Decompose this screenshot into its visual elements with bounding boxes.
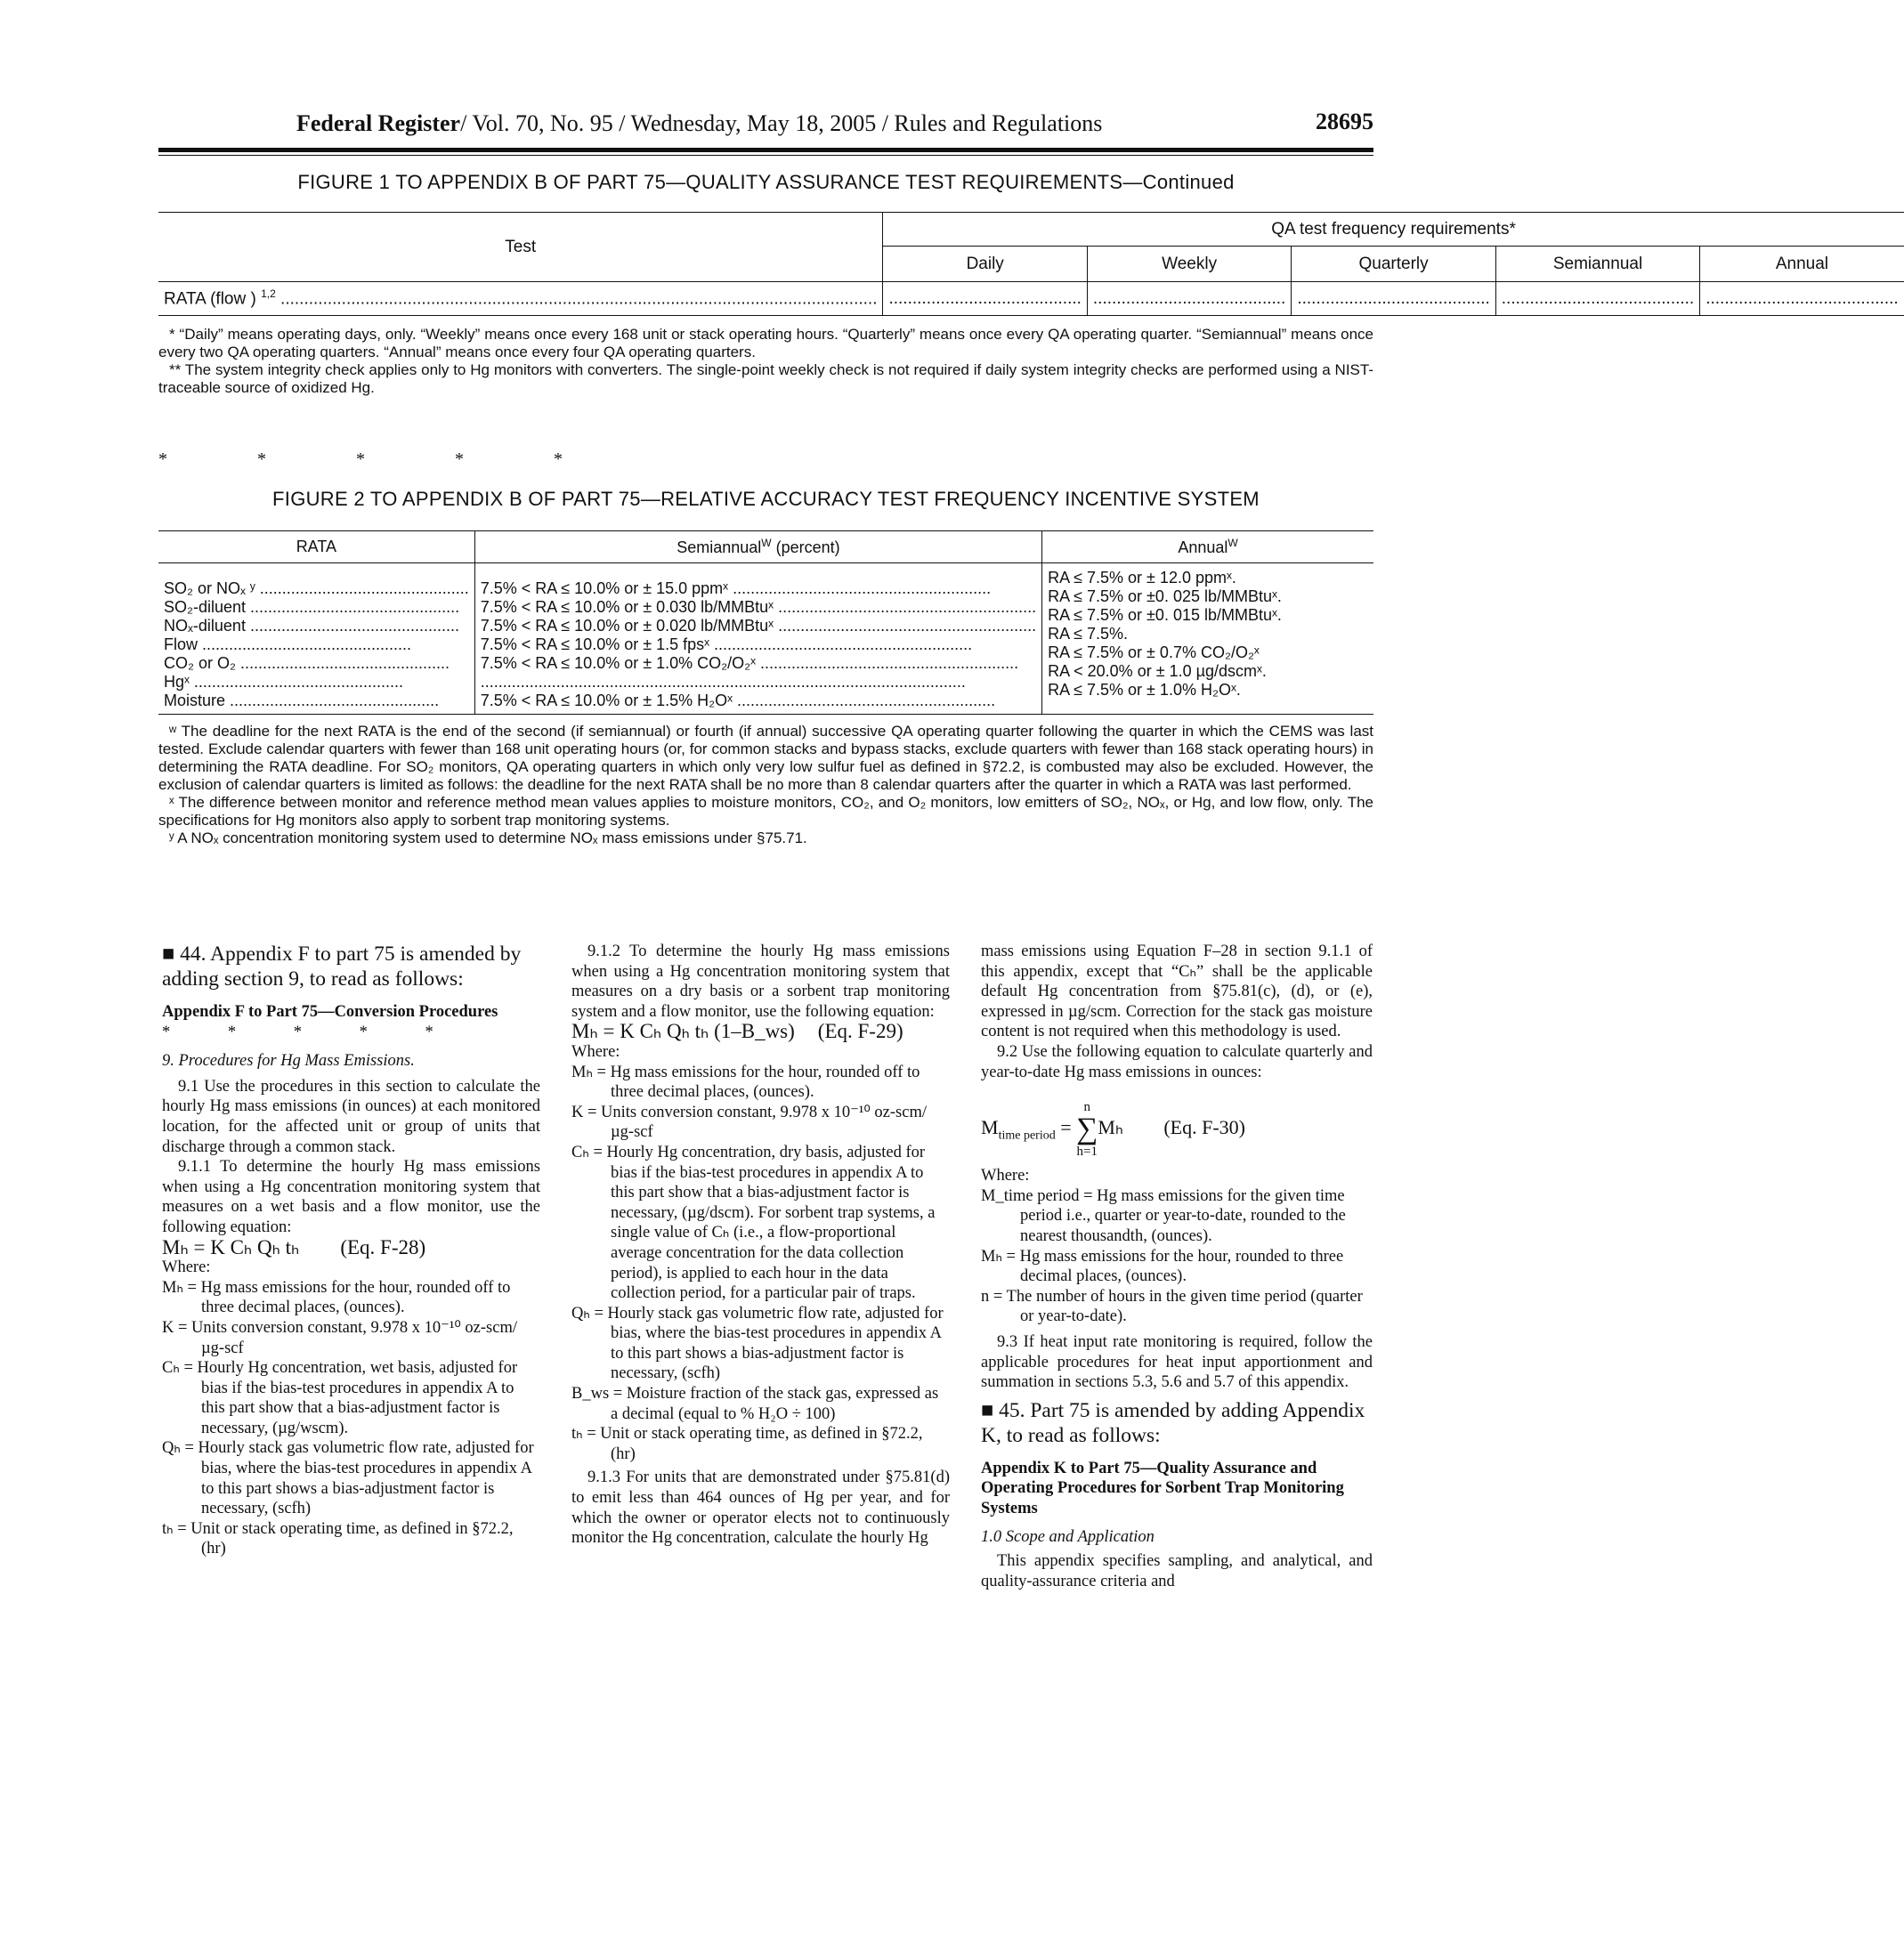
- appendix-heading: Appendix K to Part 75—Quality Assurance and Operating Procedures for Sorbent Trap Monitoring Systems: [981, 1459, 1344, 1517]
- definition: K = Units conversion constant, 9.978 x 10⁻¹⁰ oz-scm/µg-scf: [162, 1318, 517, 1357]
- col-frequency-header: QA test frequency requirements*: [883, 213, 1904, 247]
- col-rata: RATA: [158, 531, 474, 563]
- footnote: ʸ A NOₓ concentration monitoring system used to determine NOₓ mass emissions under §75.71.: [169, 829, 807, 846]
- definition: B_ws = Moisture fraction of the stack gas, expressed as a decimal (equal to % H₂O ÷ 100): [571, 1385, 939, 1423]
- paragraph: 9.1 Use the procedures in this section to calculate the hourly Hg mass emissions (in ounces) at each monitored location, for the affected unit or group of units that discharge through a common stack.: [162, 1077, 540, 1156]
- definition: n = The number of hours in the given time period (quarter or year-to-date).: [981, 1287, 1363, 1326]
- definition: Mₕ = Hg mass emissions for the hour, rounded to three decimal places, (ounces).: [981, 1247, 1344, 1286]
- where-label: Where:: [981, 1167, 1030, 1185]
- running-header: [158, 109, 1373, 142]
- definition: Mₕ = Hg mass emissions for the hour, rounded off to three decimal places, (ounces).: [162, 1278, 511, 1317]
- col-annual: Annual$^W$: [1042, 531, 1373, 563]
- table-body: [158, 563, 1373, 715]
- section-heading: 9. Procedures for Hg Mass Emissions.: [162, 1052, 415, 1071]
- definition: Mₕ = Hg mass emissions for the hour, rounded off to three decimal places, (ounces).: [571, 1063, 920, 1102]
- text-column-3: [981, 942, 1373, 1591]
- page-number: 28695: [1316, 109, 1373, 134]
- definition: Cₕ = Hourly Hg concentration, dry basis, adjusted for bias if the bias-test procedures in appendix A to this part show that a bias-adjustment factor is necessary, (µg/dscm). For sorbent trap systems, a single value of Cₕ (i.e., a flow-proportional average concentration for the data collection period), is applied to each hour in the data collection period, for a particular pair of traps.: [571, 1143, 936, 1303]
- summation-symbol: n ∑ h=1: [1076, 1100, 1098, 1160]
- text-column-2: [571, 942, 950, 1549]
- paragraph: mass emissions using Equation F–28 in section 9.1.1 of this appendix, except that “Cₕ” shall be the applicable default Hg concentration from §75.81(c), (d), or (e), expressed in µg/scm. Correction for the stack gas moisture content is not required when this methodology is used.: [981, 943, 1373, 1041]
- appendix-heading: Appendix F to Part 75—Conversion Procedures: [162, 1003, 498, 1021]
- table-row: SO₂-diluent ...............................................: [164, 598, 460, 616]
- paragraph: This appendix specifies sampling, and analytical, and quality-assurance criteria and: [981, 1552, 1373, 1590]
- col-daily: Daily: [883, 247, 1087, 282]
- definition: tₕ = Unit or stack operating time, as defined in §72.2, (hr): [571, 1425, 923, 1463]
- rata-column: [158, 563, 474, 715]
- col-test-header: Test: [158, 213, 883, 282]
- equation-f30: $M_{time period} = n$ ∑ h=1Mₕ (Eq. F-30): [981, 1100, 1246, 1160]
- paragraph: 9.1.3 For units that are demonstrated under §75.81(d) to emit less than 464 ounces of Hg per year, and for which the owner or operator elects not to continuously monitor the Hg concentration, calculate the hourly Hg: [571, 1468, 950, 1548]
- col-quarterly: Quarterly: [1292, 247, 1495, 282]
- definition: Qₕ = Hourly stack gas volumetric flow rate, adjusted for bias, where the bias-test procedures in appendix A to this part shows a bias-adjustment factor is necessary, (scfh): [162, 1439, 534, 1518]
- figure1-notes: [158, 326, 1373, 397]
- figure2-notes: [158, 723, 1373, 847]
- table-row: Flow ...............................................: [164, 635, 412, 653]
- figure1-title: FIGURE 1 TO APPENDIX B OF PART 75—QUALITY ASSURANCE TEST REQUIREMENTS—Continued: [297, 171, 1235, 193]
- paragraph: 9.1.1 To determine the hourly Hg mass emissions when using a Hg concentration monitoring system that measures on a wet basis and a flow monitor, use the following equation:: [162, 1158, 540, 1236]
- footnote: * “Daily” means operating days, only. “Weekly” means once every 168 unit or stack operating hours. “Quarterly” means once every QA operating quarter. “Semiannual” means once every two QA operating quarters. “Annual” means once every four QA operating quarters.: [158, 326, 1373, 360]
- amendatory-instruction: ■ 45. Part 75 is amended by adding Appendix K, to read as follows:: [981, 1398, 1365, 1447]
- definition: Qₕ = Hourly stack gas volumetric flow rate, adjusted for bias, where the bias-test procedures in appendix A to this part shows a bias-adjustment factor is necessary, (scfh): [571, 1304, 944, 1383]
- definition: M_time period = Hg mass emissions for the given time period i.e., quarter or year-to-date, rounded to the nearest thousandth, (ounces).: [981, 1186, 1346, 1245]
- table-row: NOₓ-diluent ...............................................: [164, 617, 459, 635]
- semiannual-column: 7.5% < RA ≤ 10.0% or ± 15.0 ppmˣ .......................................................... 7.5% < RA ≤ 10.0% or ± 0.030 lb/MMBtuˣ .......................................................... 7.5% < RA ≤ 10.0% or ± 0.020 lb/MMBtuˣ .......................................................... 7.5% < RA ≤ 10.0% or ± 1.5 fpsˣ .......................................................... 7.5% < RA ≤ 10.0% or ± 1.0% CO₂/O₂ˣ .......................................................... ............................................................................................................. 7.5% < RA ≤ 10.0% or ± 1.5% H₂Oˣ ..........................................................: [474, 563, 1041, 715]
- footnote: ʷ The deadline for the next RATA is the end of the second (if semiannual) or fourth (if annual) successive QA operating quarter following the quarter in which the CEMS was last tested. Exclude calendar quarters with fewer than 168 unit operating hours (or, for common stacks and bypass stacks, exclude quarters with fewer than 168 stack operating hours) in determining the RATA deadline. For SO₂ monitors, QA operating quarters in which only very low sulfur fuel as defined in §72.2, is combusted may also be excluded. However, the exclusion of calendar quarters is limited as follows: the deadline for the next RATA shall be no more than 8 calendar quarters after the quarter in which a RATA was last performed.: [158, 723, 1373, 793]
- journal-name: Federal Register: [296, 110, 461, 136]
- annual-column: RA ≤ 7.5% or ± 12.0 ppmˣ. RA ≤ 7.5% or ±0. 025 lb/MMBtuˣ. RA ≤ 7.5% or ±0. 015 lb/MMBtuˣ. RA ≤ 7.5%. RA ≤ 7.5% or ± 0.7% CO₂/O₂ˣ RA < 20.0% or ± 1.0 µg/dscmˣ. RA ≤ 7.5% or ± 1.0% H₂Oˣ.: [1042, 563, 1373, 715]
- equation-f28: Mₕ = K Cₕ Qₕ tₕ (Eq. F-28): [162, 1235, 426, 1258]
- header-rule: [158, 148, 1373, 152]
- definition: tₕ = Unit or stack operating time, as defined in §72.2, (hr): [162, 1519, 514, 1558]
- paragraph: 9.3 If heat input rate monitoring is required, follow the applicable procedures for heat input apportionment and summation in sections 5.3, 5.6 and 5.7 of this appendix.: [981, 1332, 1373, 1392]
- header-citation: [296, 110, 1102, 137]
- table-row: CO₂ or O₂ ...............................................: [164, 654, 450, 672]
- col-weekly: Weekly: [1087, 247, 1291, 282]
- text-column-1: [162, 942, 540, 1559]
- equation-f29: Mₕ = K Cₕ Qₕ tₕ (1–B_ws) (Eq. F-29): [571, 1020, 903, 1043]
- col-semiannual: Semiannual: [1495, 247, 1699, 282]
- col-annual: Annual: [1700, 247, 1904, 282]
- where-label: Where:: [571, 1042, 620, 1061]
- definition: Cₕ = Hourly Hg concentration, wet basis, adjusted for bias if the bias-test procedures in appendix A to this part show that a bias-adjustment factor is necessary, (µg/wscm).: [162, 1359, 518, 1437]
- paragraph: 9.1.2 To determine the hourly Hg mass emissions when using a Hg concentration monitoring system that measures on a dry basis or a sorbent trap monitoring system and a flow monitor, use the following equation:: [571, 943, 950, 1021]
- table-row: Moisture ...............................................: [164, 692, 440, 709]
- ellipsis-stars: * * * * *: [162, 1023, 460, 1041]
- row-label: RATA (flow ) $^{1,2}$ ...............................................................................................................................: [158, 282, 883, 316]
- ellipsis-stars: * * * * *: [158, 449, 605, 469]
- header-rule-thin: [158, 155, 1373, 156]
- table-row: Hgˣ ...............................................: [164, 673, 403, 691]
- figure1-table: [158, 212, 1904, 316]
- table-row: RATA (flow ) $^{1,2}$ ............................................................................................................................... ......................................... ......................................... ......................................... ......................................... .........................................: [158, 282, 1904, 316]
- figure2-table: [158, 530, 1373, 715]
- amendatory-instruction: ■ 44. Appendix F to part 75 is amended by adding section 9, to read as follows:: [162, 943, 522, 991]
- section-heading: 1.0 Scope and Application: [981, 1528, 1155, 1547]
- table-row: SO₂ or NOₓ ʸ ...............................................: [164, 579, 469, 597]
- paragraph: 9.2 Use the following equation to calculate quarterly and year-to-date Hg mass emissions in ounces:: [981, 1042, 1373, 1081]
- where-label: Where:: [162, 1258, 211, 1277]
- footnote: ** The system integrity check applies only to Hg monitors with converters. The single-point weekly check is not required if daily system integrity checks are performed using a NIST-traceable source of oxidized Hg.: [158, 361, 1373, 396]
- issue-line: / Vol. 70, No. 95 / Wednesday, May 18, 2005 / Rules and Regulations: [460, 110, 1103, 136]
- figure2-title: FIGURE 2 TO APPENDIX B OF PART 75—RELATIVE ACCURACY TEST FREQUENCY INCENTIVE SYSTEM: [272, 488, 1260, 510]
- definition: K = Units conversion constant, 9.978 x 10⁻¹⁰ oz-scm/µg-scf: [571, 1103, 927, 1142]
- col-semiannual: Semiannual$^W$ (percent): [474, 531, 1041, 563]
- footnote: ˣ The difference between monitor and reference method mean values applies to moisture monitors, CO₂, and O₂ monitors, low emitters of SO₂, NOₓ, or Hg, and low flow, only. The specifications for Hg monitors also apply to sorbent trap monitoring systems.: [158, 794, 1373, 829]
